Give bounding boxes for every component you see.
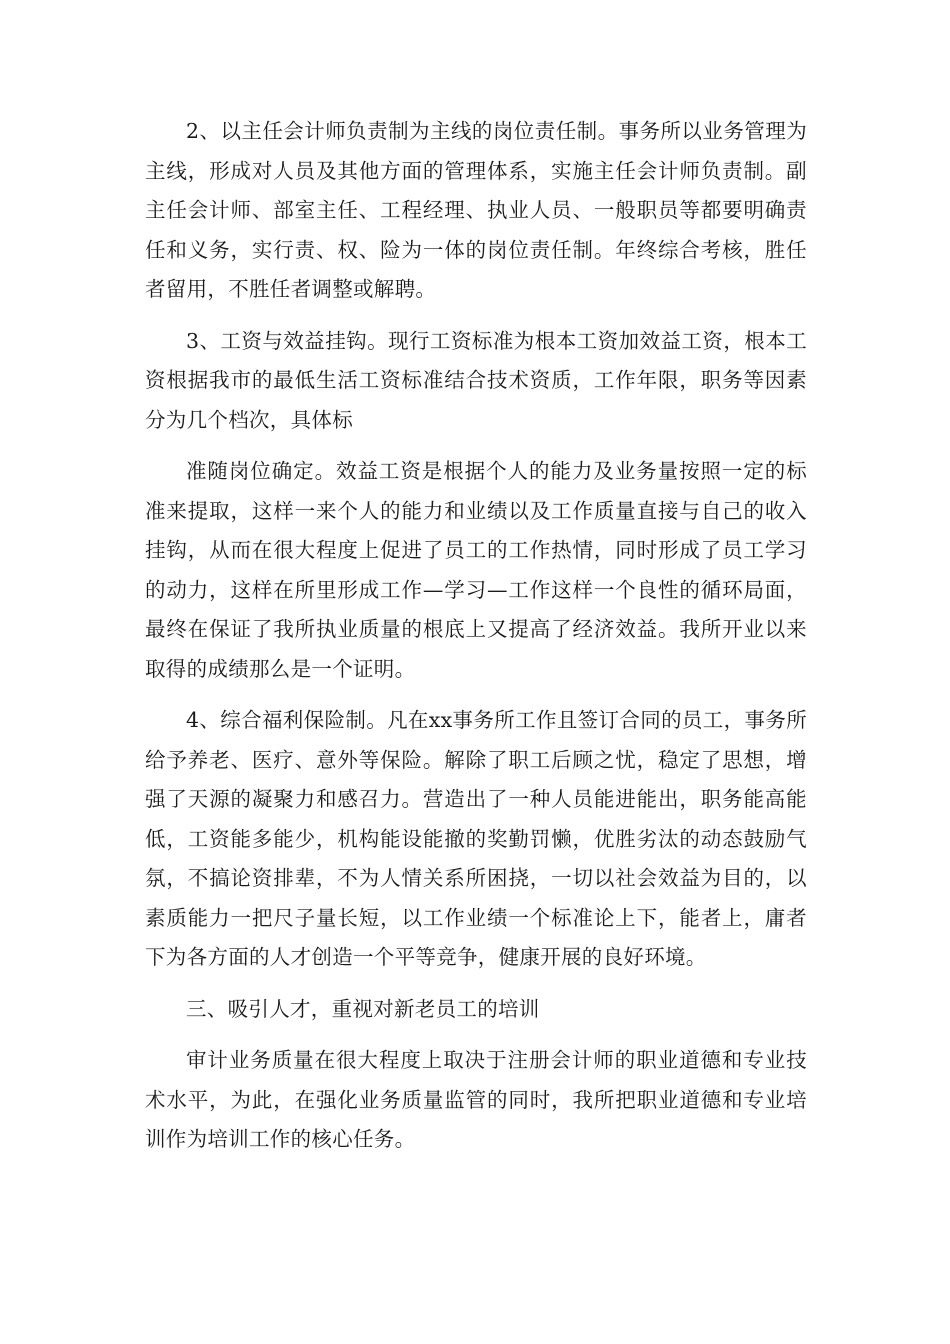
- document-body: [145, 112, 807, 1172]
- paragraph-salary-benefit-part2: 准随岗位确定。效益工资是根据个人的能力及业务量按照一定的标准来提取，这样一来个人的能力和业绩以及工作质量直接与自己的收入挂钩，从而在很大程度上促进了员工的工作热情，同时形成了员工学习的动力，这样在所里形成工作—学习—工作这样一个良性的循环局面，最终在保证了我所执业质量的根底上又提高了经济效益。我所开业以来取得的成绩那么是一个证明。: [145, 459, 807, 681]
- paragraph-post-responsibility: 2、以主任会计师负责制为主线的岗位责任制。事务所以业务管理为主线，形成对人员及其他方面的管理体系，实施主任会计师负责制。副主任会计师、部室主任、工程经理、执业人员、一般职员等都要明确责任和义务，实行责、权、险为一体的岗位责任制。年终综合考核，胜任者留用，不胜任者调整或解聘。: [145, 119, 807, 301]
- paragraph-welfare-insurance: 4、综合福利保险制。凡在xx事务所工作且签订合同的员工，事务所给予养老、医疗、意外等保险。解除了职工后顾之忧，稳定了思想，增强了天源的凝聚力和感召力。营造出了一种人员能进能出，职务能高能低，工资能多能少，机构能设能撤的奖勤罚懒，优胜劣汰的动态鼓励气氛，不搞论资排辈，不为人情关系所困挠，一切以社会效益为目的，以素质能力一把尺子量长短，以工作业绩一个标准论上下，能者上，庸者下为各方面的人才创造一个平等竞争，健康开展的良好环境。: [145, 708, 807, 969]
- paragraph-audit-quality: 审计业务质量在很大程度上取决于注册会计师的职业道德和专业技术水平，为此，在强化业务质量监管的同时，我所把职业道德和专业培训作为培训工作的核心任务。: [145, 1048, 807, 1151]
- paragraph-salary-benefit-part1: 3、工资与效益挂钩。现行工资标准为根本工资加效益工资，根本工资根据我市的最低生活工资标准结合技术资质，工作年限，职务等因素分为几个档次，具体标: [145, 328, 807, 432]
- section-heading-training: 三、吸引人才，重视对新老员工的培训: [186, 996, 540, 1021]
